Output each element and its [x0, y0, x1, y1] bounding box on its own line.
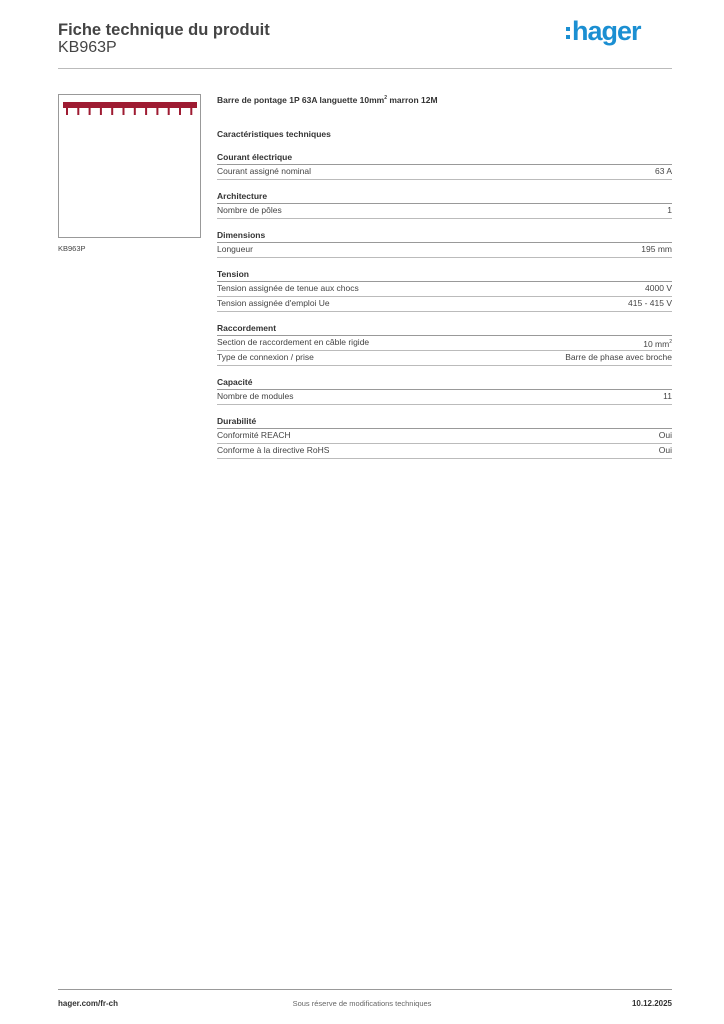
spec-section: [217, 230, 672, 258]
spec-value: 1: [667, 205, 672, 215]
spec-row: [217, 390, 672, 405]
footer-date: 10.12.2025: [631, 999, 672, 1008]
spec-row: [217, 297, 672, 312]
spec-label: Nombre de modules: [217, 391, 294, 401]
spec-section-title: Courant électrique: [217, 152, 672, 165]
spec-label: Conformité REACH: [217, 430, 291, 440]
spec-value: Oui: [658, 430, 672, 440]
spec-row: [217, 282, 672, 297]
spec-label: Tension assignée de tenue aux chocs: [217, 283, 359, 293]
spec-label: Longueur: [217, 244, 253, 254]
spec-value: 415 - 415 V: [628, 298, 672, 308]
busbar-tooth: [168, 107, 170, 115]
spec-value: 11: [663, 391, 672, 401]
spec-value: Oui: [658, 445, 672, 455]
busbar-tooth: [190, 107, 192, 115]
spec-section-title: Durabilité: [217, 416, 672, 429]
busbar-tooth: [111, 107, 113, 115]
spec-section-title: Raccordement: [217, 323, 672, 336]
spec-section-title: Capacité: [217, 377, 672, 390]
spec-content: [217, 95, 672, 459]
busbar-body: [63, 102, 197, 108]
technical-characteristics-title: Caractéristiques techniques: [217, 129, 331, 139]
spec-label: Section de raccordement en câble rigide: [217, 337, 370, 347]
spec-value: 195 mm: [641, 244, 672, 254]
busbar-tooth: [145, 107, 147, 115]
busbar-tooth: [66, 107, 68, 115]
busbar-product-image: [63, 101, 197, 121]
spec-label: Tension assignée d'emploi Ue: [217, 298, 330, 308]
busbar-tooth: [123, 107, 125, 115]
hager-logo: [566, 16, 641, 46]
spec-label: Type de connexion / prise: [217, 352, 314, 362]
spec-section: [217, 269, 672, 312]
spec-label: Conforme à la directive RoHS: [217, 445, 330, 455]
spec-section: [217, 416, 672, 459]
spec-section: [217, 377, 672, 405]
spec-row: [217, 243, 672, 258]
spec-section: [217, 191, 672, 219]
spec-row: [217, 444, 672, 459]
spec-value: 63 A: [654, 166, 672, 176]
product-image-caption: KB963P: [58, 244, 86, 253]
spec-section-title: Architecture: [217, 191, 672, 204]
header-divider: [58, 68, 672, 69]
spec-row: [217, 204, 672, 219]
busbar-teeth: [66, 107, 192, 115]
spec-value: Barre de phase avec broche: [565, 352, 672, 362]
footer-notice: Sous réserve de modifications techniques: [292, 999, 432, 1008]
spec-section: [217, 323, 672, 366]
product-reference: KB963P: [58, 39, 117, 56]
spec-row: [217, 336, 672, 351]
footer-website-link[interactable]: hager.com/fr-ch: [58, 999, 119, 1008]
spec-row: [217, 165, 672, 180]
logo-dots-icon: [566, 27, 570, 39]
spec-label: Courant assigné nominal: [217, 166, 312, 176]
spec-row: [217, 429, 672, 444]
busbar-tooth: [179, 107, 181, 115]
spec-section: [217, 152, 672, 180]
busbar-tooth: [77, 107, 79, 115]
product-image-frame: [58, 94, 201, 238]
spec-value: 10 $mm^2$: [643, 338, 672, 349]
busbar-tooth: [134, 107, 136, 115]
spec-value: 4000 V: [645, 283, 672, 293]
spec-section-title: Dimensions: [217, 230, 672, 243]
spec-section-title: Tension: [217, 269, 672, 282]
footer-divider: [58, 989, 672, 990]
spec-row: [217, 351, 672, 366]
product-description: Barre de pontage 1P 63A languette $10mm^2$ marron 12M: [217, 95, 438, 105]
busbar-tooth: [100, 107, 102, 115]
busbar-tooth: [156, 107, 158, 115]
spec-sections: [217, 152, 672, 459]
logo-text: hager: [572, 16, 641, 46]
page-title: Fiche technique du produit: [58, 21, 270, 39]
busbar-tooth: [89, 107, 91, 115]
spec-label: Nombre de pôles: [217, 205, 282, 215]
